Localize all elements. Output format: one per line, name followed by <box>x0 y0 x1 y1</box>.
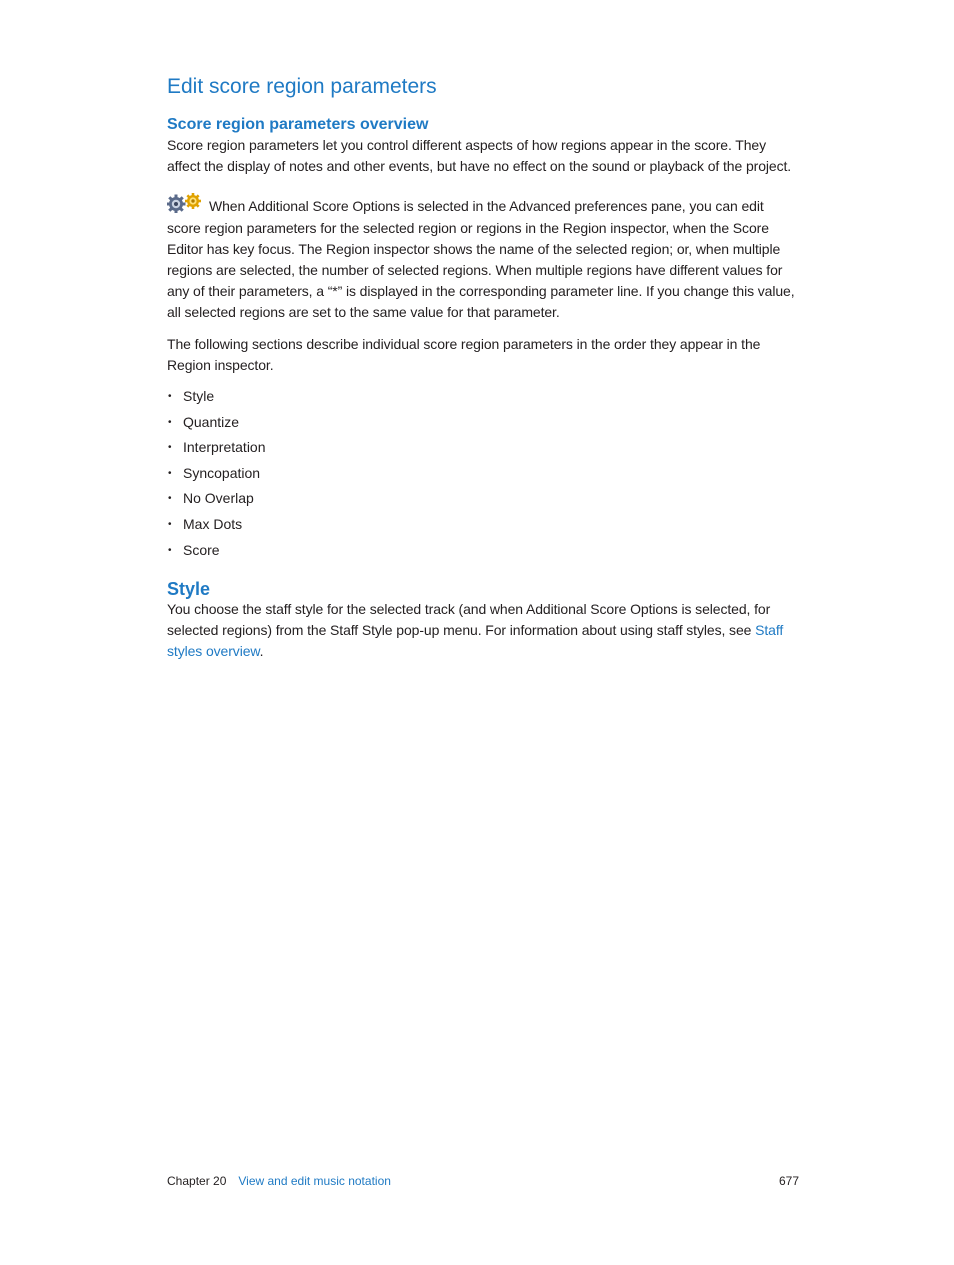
gear-icon <box>167 193 203 219</box>
list-item: • Syncopation <box>167 461 799 487</box>
style-paragraph-end: . <box>259 642 264 659</box>
list-item: • No Overlap <box>167 486 799 512</box>
page-content <box>167 72 799 662</box>
following-sections-paragraph: The following sections describe individual score region parameters in the order they appear in the Region inspector. <box>167 336 761 374</box>
style-paragraph <box>167 599 799 661</box>
section-title: Edit score region parameters <box>167 75 437 98</box>
list-item: • Interpretation <box>167 435 799 461</box>
footer-chapter-title-link[interactable]: View and edit music notation <box>238 1174 391 1188</box>
page-footer <box>167 1172 799 1190</box>
list-item: • Max Dots <box>167 512 799 538</box>
overview-paragraph: Score region parameters let you control different aspects of how regions appear in the score. They affect the display of notes and other events, but have no effect on the sound or playback of the project. <box>167 137 792 174</box>
staff-styles-overview-link[interactable]: Staff styles overview <box>167 621 784 659</box>
list-item: • Score <box>167 538 799 564</box>
footer-chapter-label: Chapter 20 <box>167 1174 227 1188</box>
style-paragraph-text: You choose the staff style for the selected track (and when Additional Score Options is selected, for selected regions) from the Staff Style pop-up menu. For information about using staff styles, see <box>167 601 771 638</box>
advanced-note-text: When Additional Score Options is selected in the Advanced preferences pane, you can edit score region parameters for the selected region or regions in the Region inspector, when the Score Editor has key focus. The Region inspector shows the name of the selected region; or, when multiple regions are selected, the number of selected regions. When multiple regions have different values for any of their parameters, a “*” is displayed in the corresponding parameter line. If you change this value, all selected regions are set to the same value for that parameter. <box>167 197 795 320</box>
overview-heading: Score region parameters overview <box>167 116 429 133</box>
advanced-note-paragraph <box>167 193 799 323</box>
list-item: • Style <box>167 384 799 410</box>
list-item: • Quantize <box>167 410 799 436</box>
parameter-list <box>167 384 799 563</box>
page-number: 677 <box>778 1174 799 1188</box>
style-heading: Style <box>167 579 211 600</box>
